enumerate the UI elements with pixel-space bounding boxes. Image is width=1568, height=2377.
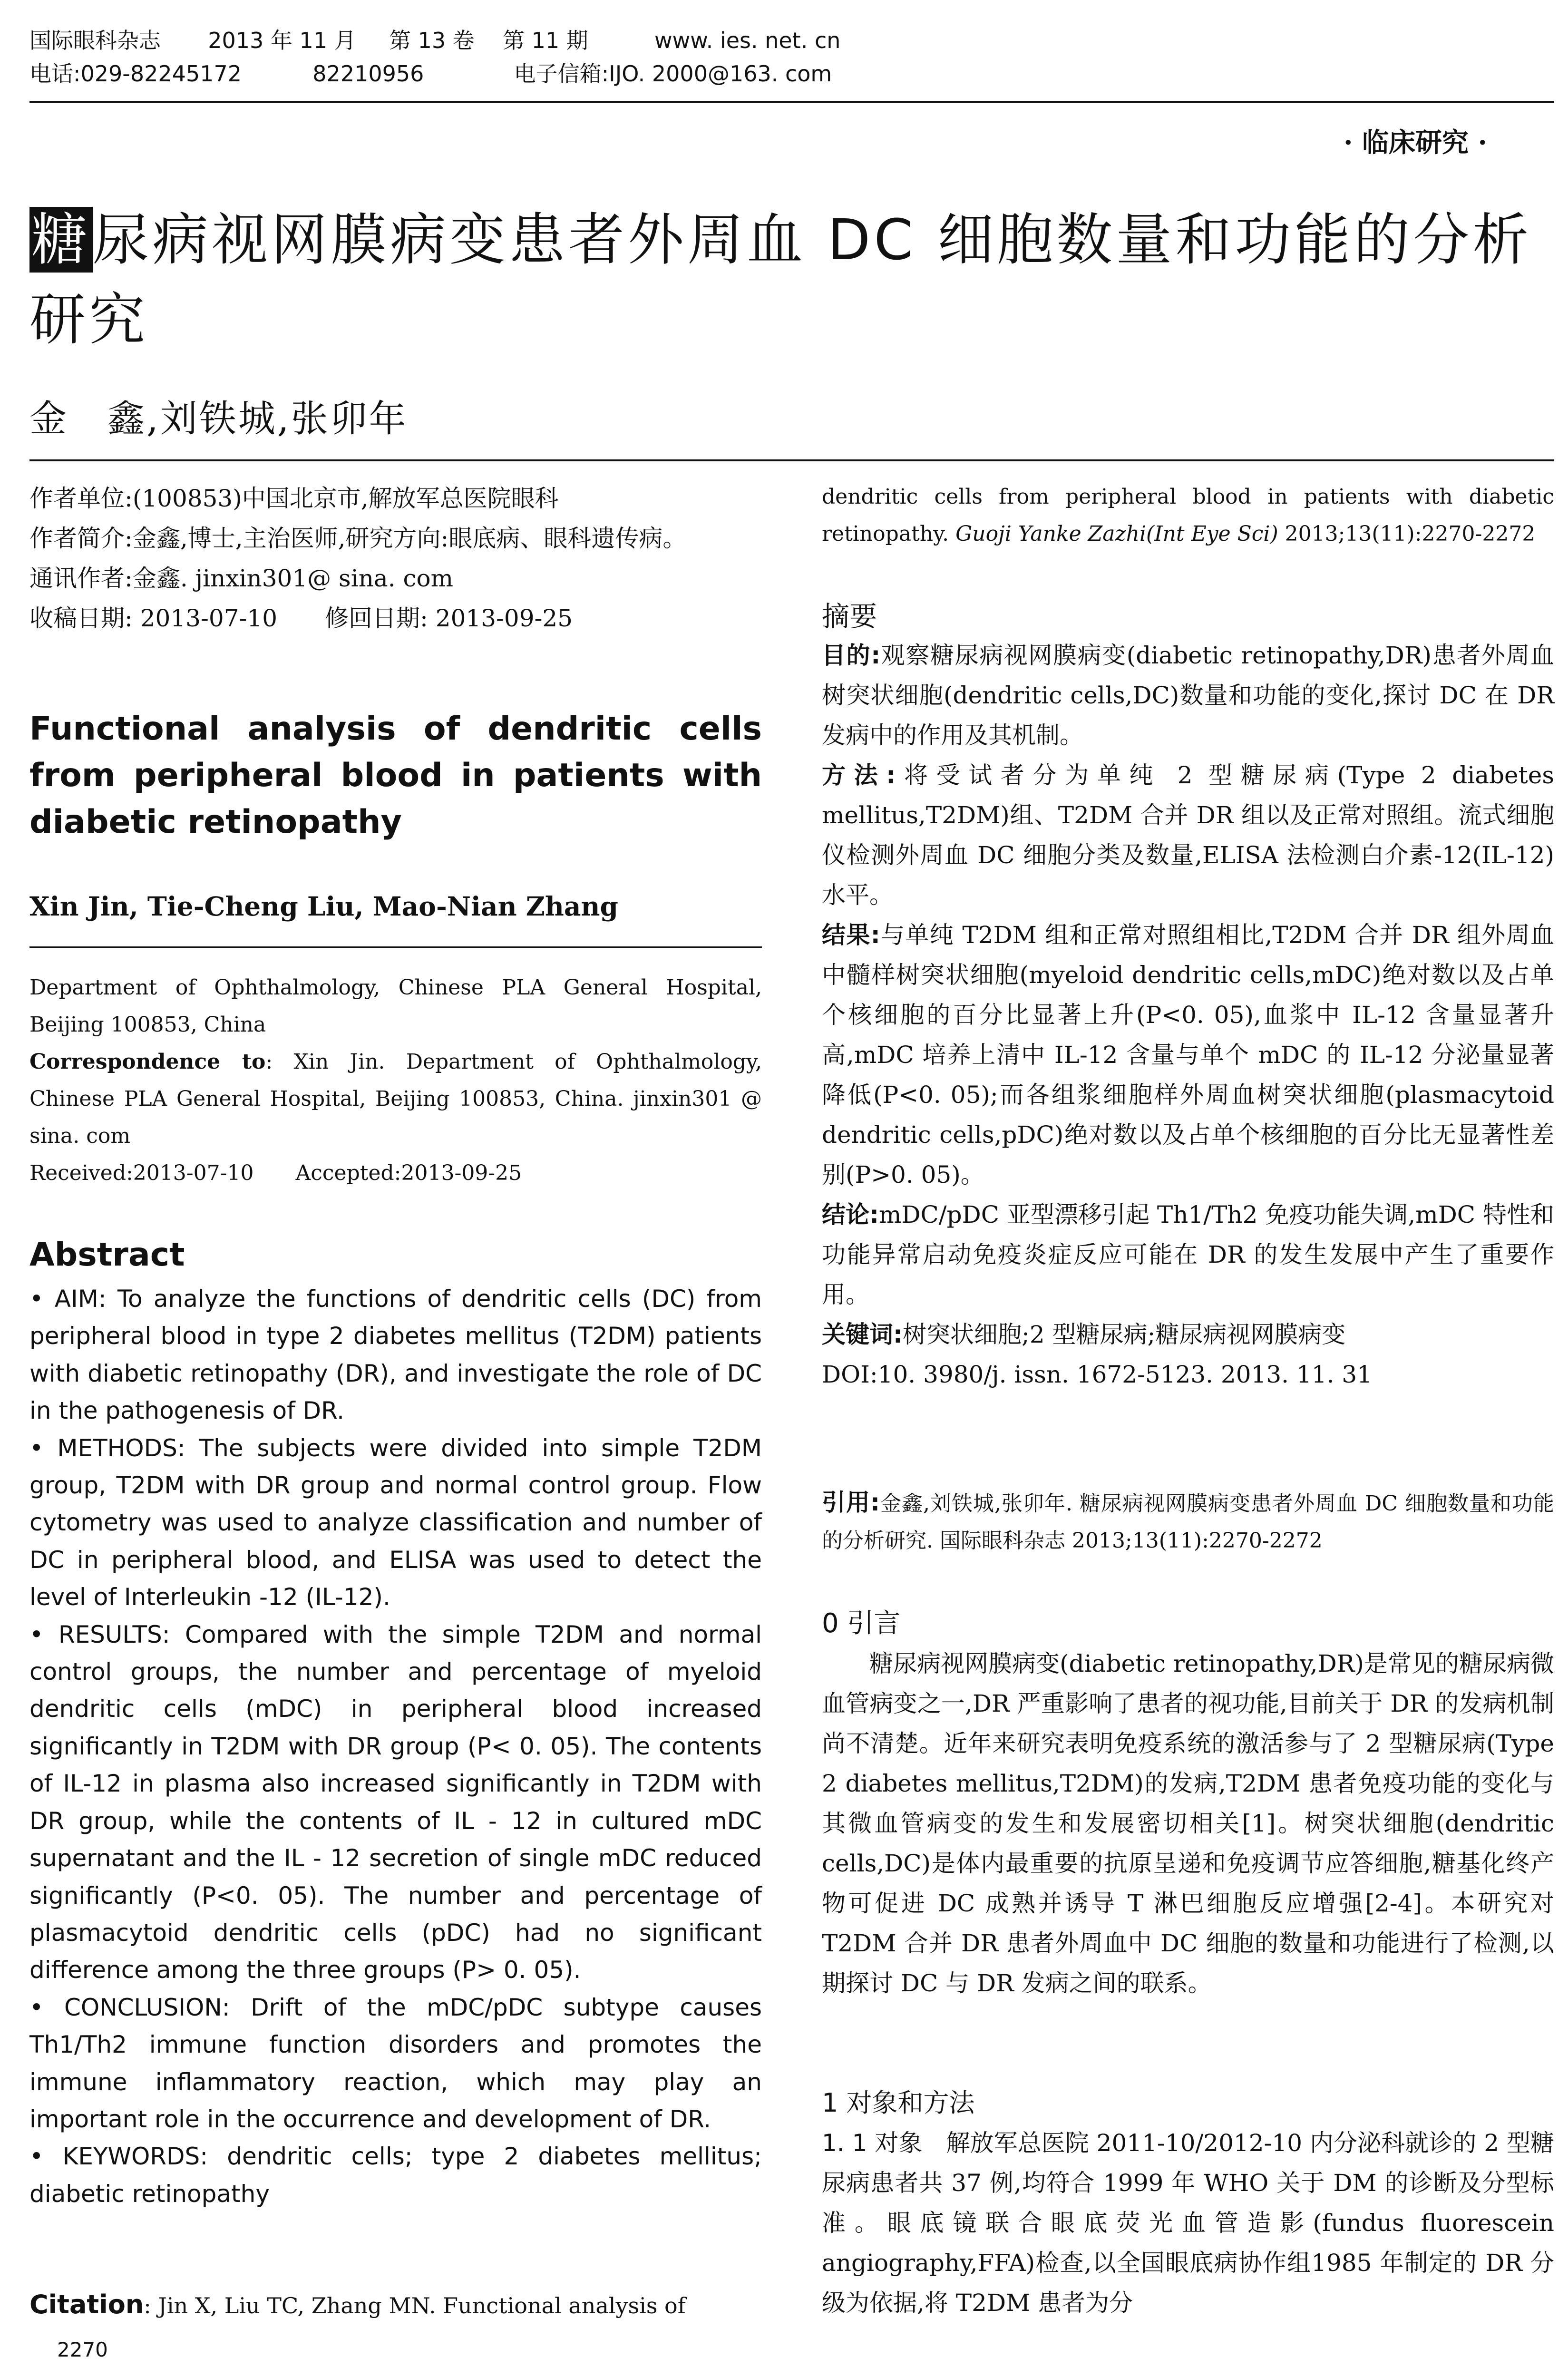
section-1-heading: 1 对象和方法 <box>822 2088 975 2118</box>
email: 电子信箱:IJO. 2000@163. com <box>514 61 832 87</box>
results-label: 结果: <box>822 921 880 949</box>
citation-en <box>29 2286 762 2325</box>
citation-left-text: : Jin X, Liu TC, Zhang MN. Functional analysis of <box>144 2293 686 2319</box>
affiliation-en: Department of Ophthalmology, Chinese PLA General Hospital, Beijing 100853, China <box>29 975 762 1037</box>
title-first-char: 糖 <box>29 207 93 273</box>
abstract-aim: • AIM: To analyze the functions of dendritic cells (DC) from peripheral blood in type 2 diabetes mellitus (T2DM) patients with diabetic retinopathy (DR), and investigate the role of DC in the pathogenesis of DR. <box>29 1285 762 1425</box>
author-bio: 作者简介:金鑫,博士,主治医师,研究方向:眼底病、眼科遗传病。 <box>29 525 687 552</box>
affiliation-block <box>29 969 762 1192</box>
keywords-label: 关键词: <box>822 1321 903 1348</box>
title-text: 尿病视网膜病变患者外周血 DC 细胞数量和功能的分析研究 <box>29 207 1532 352</box>
citation-label: Citation <box>29 2289 144 2319</box>
methods-label: 方法: <box>822 761 896 789</box>
citation-right-tail: 2013;13(11):2270-2272 <box>1278 522 1536 546</box>
english-title: Functional analysis of dendritic cells from peripheral blood in patients with diabetic retinopathy <box>29 710 762 841</box>
title-rule <box>29 459 1554 461</box>
abstract-heading: Abstract <box>29 1236 185 1274</box>
correspondence-label: Correspondence to <box>29 1050 266 1074</box>
doi: DOI:10. 3980/j. issn. 1672-5123. 2013. 11. 31 <box>822 1361 1373 1388</box>
page-number: 2270 <box>57 2338 108 2361</box>
citation-zh-label: 引用: <box>822 1489 880 1516</box>
abstract-zh-keywords: 关键词:树突状细胞;2 型糖尿病;糖尿病视网膜病变 <box>822 1321 1346 1348</box>
abstract-zh-heading: 摘要 <box>822 600 877 633</box>
citation-right-text: dendritic cells from peripheral blood in patients with diabetic retinopathy. <box>822 485 1554 546</box>
received-dates: 收稿日期: 2013-07-10 修回日期: 2013-09-25 <box>29 604 573 632</box>
section-1-1-text: 解放军总医院 2011-10/2012-10 内分泌科就诊的 2 型糖尿病患者共 37 例,均符合 1999 年 WHO 关于 DM 的诊断及分型标准。眼底镜联合眼底荧光血管造影(fundus fluorescein angiography,FFA)检查,以全国眼底病协作组1985 年制定的 DR 分级为依据,将 T2DM 患者为分 <box>822 2129 1554 2317</box>
citation-journal: Guoji Yanke Zazhi(Int Eye Sci) <box>955 522 1278 546</box>
author-affiliation: 作者单位:(100853)中国北京市,解放军总医院眼科 <box>29 485 559 512</box>
correspondence <box>29 1043 762 1155</box>
journal-name: 国际眼科杂志 <box>29 28 161 53</box>
aim-label: 目的: <box>822 642 881 669</box>
abstract-zh-conclusion: 结论:mDC/pDC 亚型漂移引起 Th1/Th2 免疫功能失调,mDC 特性和功能异常启动免疫炎症反应可能在 DR 的发生发展中产生了重要作用。 <box>822 1201 1554 1308</box>
volume: 第 13 卷 <box>389 28 475 53</box>
abstract-zh <box>822 635 1554 1394</box>
section-1-1 <box>822 2123 1554 2323</box>
citation-continued <box>822 478 1554 553</box>
abstract-conclusion: • CONCLUSION: Drift of the mDC/pDC subtype causes Th1/Th2 immune function disorders and promotes the immune inflammatory reaction, which may play an important role in the occurrence and development of DR. <box>29 1993 762 2133</box>
abstract-zh-aim: 目的:观察糖尿病视网膜病变(diabetic retinopathy,DR)患者外周血树突状细胞(dendritic cells,DC)数量和功能的变化,探讨 DC 在 DR 发病中的作用及其机制。 <box>822 642 1555 749</box>
section-1-1-label: 1. 1 对象 <box>822 2129 923 2157</box>
corresponding-author: 通讯作者:金鑫. jinxin301@ sina. com <box>29 565 454 592</box>
journal-website: www. ies. net. cn <box>654 28 841 53</box>
issue-number: 第 11 期 <box>503 28 588 53</box>
article-title <box>29 200 1556 360</box>
intro-heading: 0 引言 <box>822 1608 901 1639</box>
intro-text: 糖尿病视网膜病变(diabetic retinopathy,DR)是常见的糖尿病微血管病变之一,DR 严重影响了患者的视功能,目前关于 DR 的发病机制尚不清楚。近年来研究表明免疫系统的激活参与了 2 型糖尿病(Type 2 diabetes mellitus,T2DM)的发病,T2DM 患者免疫功能的变化与其微血管病变的发生和发展密切相关[1]。树突状细胞(dendritic cells,DC)是体内最重要的抗原呈递和免疫调节应答细胞,糖基化终产物可促进 DC 成熟并诱导 T 淋巴细胞反应增强[2-4]。本研究对 T2DM 合并 DR 患者外周血中 DC 细胞的数量和功能进行了检测,以期探讨 DC 与 DR 发病之间的联系。 <box>822 1650 1554 1997</box>
authors-en: Xin Jin, Tie-Cheng Liu, Mao-Nian Zhang <box>29 891 618 922</box>
header-rule <box>29 101 1554 103</box>
authors-en-rule <box>29 946 762 948</box>
conclusion-label: 结论: <box>822 1201 879 1228</box>
received-en: Received:2013-07-10 Accepted:2013-09-25 <box>29 1161 522 1185</box>
abstract-zh-results: 结果:与单纯 T2DM 组和正常对照组相比,T2DM 合并 DR 组外周血中髓样树突状细胞(myeloid dendritic cells,mDC)绝对数以及占单个核细胞的百分比显著上升(P<0. 05),血浆中 IL-12 含量显著升高,mDC 培养上清中 IL-12 含量与单个 mDC 的 IL-12 分泌量显著降低(P<0. 05);而各组浆细胞样外周血树突状细胞(plasmacytoid dendritic cells,pDC)绝对数以及占单个核细胞的百分比无显著性差别(P>0. 05)。 <box>822 921 1554 1188</box>
section-tag: · 临床研究 · <box>1344 127 1487 158</box>
issue-date: 2013 年 11 月 <box>208 28 356 53</box>
author-info <box>29 478 762 638</box>
phone-2: 82210956 <box>312 61 424 87</box>
phone: 电话:029-82245172 <box>29 61 242 87</box>
abstract-keywords: • KEYWORDS: dendritic cells; type 2 diabetes mellitus; diabetic retinopathy <box>29 2143 762 2208</box>
running-header <box>29 24 1551 90</box>
citation-zh-text: 金鑫,刘铁城,张卯年. 糖尿病视网膜病变患者外周血 DC 细胞数量和功能的分析研究. 国际眼科杂志 2013;13(11):2270-2272 <box>822 1491 1555 1553</box>
correspondence-text: : Xin Jin. Department of Ophthalmology, Chinese PLA General Hospital, Beijing 100853, China. jinxin301 @ sina. com <box>29 1050 762 1148</box>
abstract-results: • RESULTS: Compared with the simple T2DM and normal control groups, the number and percentage of myeloid dendritic cells (mDC) in peripheral blood increased significantly in T2DM with DR group (P< 0. 05). The contents of IL-12 in plasma also increased significantly in T2DM with DR group, while the contents of IL - 12 in cultured mDC supernatant and the IL - 12 secretion of single mDC reduced significantly (P<0. 05). The number and percentage of plasmacytoid dendritic cells (pDC) had no significant difference among the three groups (P> 0. 05). <box>29 1620 762 1984</box>
citation-zh <box>822 1484 1554 1559</box>
abstract-methods: • METHODS: The subjects were divided into simple T2DM group, T2DM with DR group and normal control group. Flow cytometry was used to analyze classification and number of DC in peripheral blood, and ELISA was used to detect the level of Interleukin -12 (IL-12). <box>29 1434 762 1611</box>
abstract-zh-methods: 方法:将受试者分为单纯 2 型糖尿病(Type 2 diabetes mellitus,T2DM)组、T2DM 合并 DR 组以及正常对照组。流式细胞仪检测外周血 DC 细胞分类及数量,ELISA 法检测白介素-12(IL-12)水平。 <box>822 761 1554 909</box>
authors-zh: 金 鑫,刘铁城,张卯年 <box>29 398 408 440</box>
abstract-en <box>29 1280 762 2212</box>
